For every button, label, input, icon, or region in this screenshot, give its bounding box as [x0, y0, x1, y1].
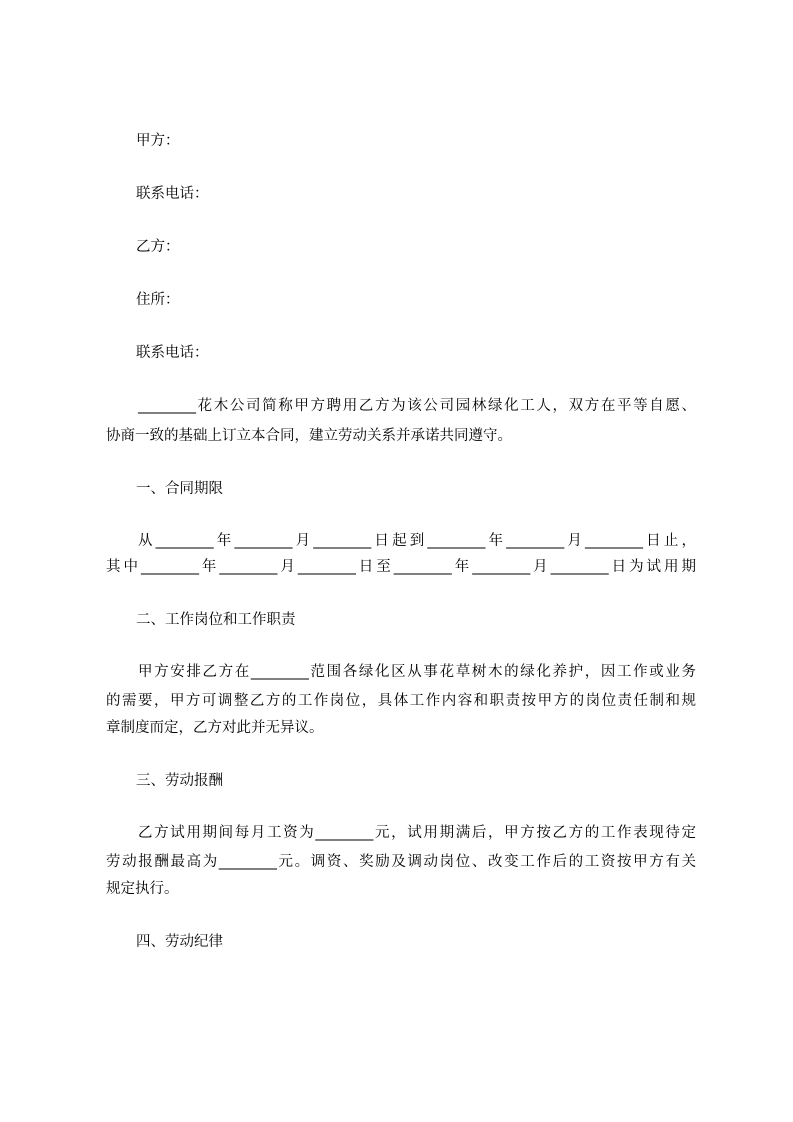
party-b-address-label: 住所： — [136, 292, 180, 308]
intro-line-1: ________花木公司简称甲方聘用乙方为该公司园林绿化工人，双方在平等自愿、 — [138, 398, 696, 414]
section-2-line-3: 章制度而定，乙方对此并无异议。 — [106, 720, 324, 736]
section-3-line-2: 劳动报酬最高为________元。调资、奖励及调动岗位、改变工作后的工资按甲方有关 — [106, 854, 696, 870]
party-a-label: 甲方： — [136, 133, 180, 149]
section-4-title: 四、劳动纪律 — [136, 934, 223, 950]
intro-line-2: 协商一致的基础上订立本合同，建立劳动关系并承诺共同遵守。 — [106, 428, 512, 444]
section-2-line-1: 甲方安排乙方在________范围各绿化区从事花草树木的绿化养护，因工作或业务 — [138, 664, 696, 680]
section-3-title: 三、劳动报酬 — [136, 773, 223, 789]
party-a-phone-label: 联系电话： — [136, 186, 209, 202]
section-1-line-2: 其中________年________月________日至________年________月________日为试用期 — [106, 559, 696, 575]
section-3-line-3: 规定执行。 — [106, 881, 179, 897]
section-2-line-2: 的需要，甲方可调整乙方的工作岗位，具体工作内容和职责按甲方的岗位责任制和规 — [106, 693, 696, 709]
section-1-line-1: 从________年________月________日起到________年________月________日止， — [138, 533, 696, 549]
section-2-title: 二、工作岗位和工作职责 — [136, 612, 296, 628]
section-3-line-1: 乙方试用期间每月工资为________元，试用期满后，甲方按乙方的工作表现待定 — [138, 825, 696, 841]
section-1-title: 一、合同期限 — [136, 481, 223, 497]
party-b-phone-label: 联系电话： — [136, 345, 209, 361]
party-b-label: 乙方： — [136, 239, 180, 255]
